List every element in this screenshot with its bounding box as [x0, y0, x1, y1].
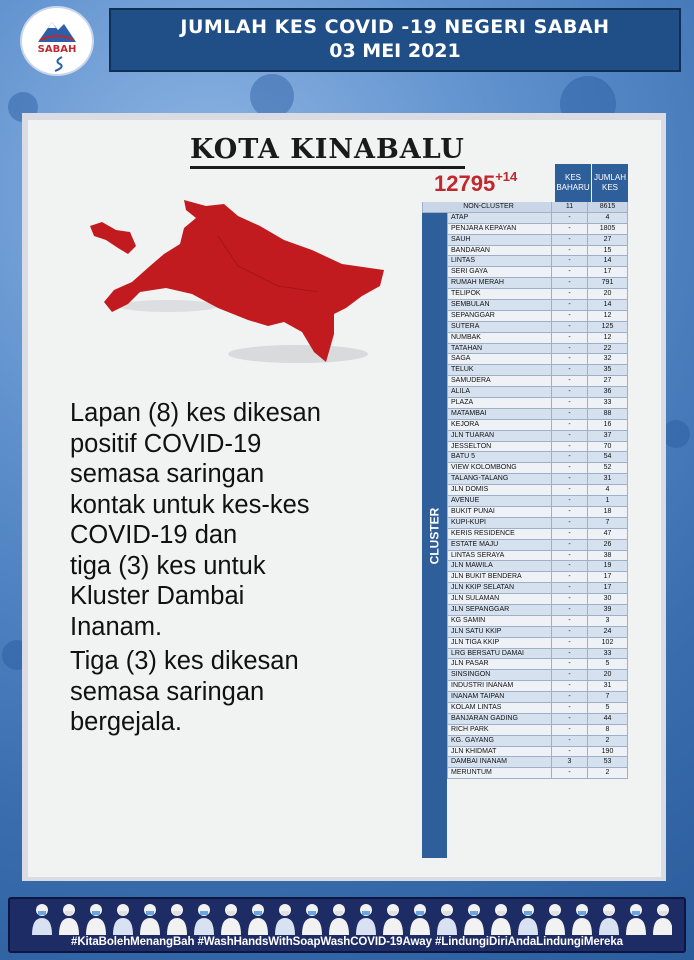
row-name: JLN SULAMAN [447, 594, 552, 605]
row-new: - [552, 583, 588, 594]
row-total: 38 [588, 551, 628, 562]
row-name: BANDARAN [447, 246, 552, 257]
row-total: 54 [588, 452, 628, 463]
row-new: - [552, 638, 588, 649]
cluster-row [422, 289, 628, 300]
description-line: Tiga (3) kes dikesan [70, 647, 299, 675]
cluster-row [422, 256, 628, 267]
cluster-row [422, 463, 628, 474]
header-title: JUMLAH KES COVID -19 NEGERI SABAH [180, 16, 610, 38]
cluster-row [422, 344, 628, 355]
row-name: DAMBAI INANAM [447, 757, 552, 768]
row-new: - [552, 474, 588, 485]
col-header-new-cases [555, 164, 591, 202]
cluster-row [422, 583, 628, 594]
person-icon [491, 904, 511, 935]
row-total: 8 [588, 725, 628, 736]
col-header-total-cases [592, 164, 628, 202]
row-new: - [552, 736, 588, 747]
row-total: 2 [588, 768, 628, 779]
description-line: semasa saringan [70, 677, 265, 706]
row-total: 5 [588, 703, 628, 714]
row-total: 22 [588, 344, 628, 355]
row-total: 31 [588, 474, 628, 485]
row-new: - [552, 572, 588, 583]
row-name: PLAZA [447, 398, 552, 409]
row-total: 27 [588, 376, 628, 387]
row-name: MATAMBAI [447, 409, 552, 420]
total-cases [434, 171, 517, 197]
row-new: - [552, 725, 588, 736]
cluster-row [422, 485, 628, 496]
row-new: - [552, 376, 588, 387]
row-name: JLN MAWILA [447, 561, 552, 572]
row-new: - [552, 344, 588, 355]
row-new: - [552, 485, 588, 496]
cluster-row [422, 322, 628, 333]
virus-decoration-icon [250, 74, 294, 118]
row-total: 2 [588, 736, 628, 747]
row-name: ESTATE MAJU [447, 540, 552, 551]
cluster-row [422, 354, 628, 365]
row-new: - [552, 747, 588, 758]
row-new: - [552, 387, 588, 398]
row-new: - [552, 420, 588, 431]
row-name: SUTERA [447, 322, 552, 333]
row-name: SEPANGGAR [447, 311, 552, 322]
total-new: +14 [495, 169, 518, 184]
row-new: - [552, 670, 588, 681]
row-total: 44 [588, 714, 628, 725]
cluster-row [422, 747, 628, 758]
row-name: KOLAM LINTAS [447, 703, 552, 714]
row-total: 7 [588, 692, 628, 703]
row-name: LINTAS [447, 256, 552, 267]
row-new: - [552, 703, 588, 714]
row-name: KUPI-KUPI [447, 518, 552, 529]
row-total: 39 [588, 605, 628, 616]
row-new: - [552, 333, 588, 344]
row-new: - [552, 594, 588, 605]
row-total: 1 [588, 496, 628, 507]
row-new: - [552, 431, 588, 442]
description-line: positif COVID-19 [70, 429, 262, 458]
row-new: - [552, 518, 588, 529]
person-icon [653, 904, 672, 935]
row-name: JLN TUARAN [447, 431, 552, 442]
row-name: INDUSTRI INANAM [447, 681, 552, 692]
row-total: 20 [588, 289, 628, 300]
cluster-row [422, 333, 628, 344]
cluster-row [422, 649, 628, 660]
row-total: 24 [588, 627, 628, 638]
row-name: KG. GAYANG [447, 736, 552, 747]
row-name: INANAM TAIPAN [447, 692, 552, 703]
cluster-row [422, 692, 628, 703]
col-header-new-line2: BAHARU [556, 183, 590, 192]
row-total: 125 [588, 322, 628, 333]
cluster-row [422, 681, 628, 692]
person-icon [194, 904, 214, 935]
row-total: 35 [588, 365, 628, 376]
row-total: 12 [588, 333, 628, 344]
person-icon [32, 904, 52, 935]
person-icon [356, 904, 376, 935]
row-total: 31 [588, 681, 628, 692]
row-name: KERIS RESIDENCE [447, 529, 552, 540]
row-name: LINTAS SERAYA [447, 551, 552, 562]
row-name: SAMUDERA [447, 376, 552, 387]
row-name: TALANG-TALANG [447, 474, 552, 485]
cluster-row [422, 561, 628, 572]
col-header-total-line1: JUMLAH [593, 173, 626, 182]
cluster-row [422, 278, 628, 289]
row-new: - [552, 659, 588, 670]
description-text [70, 398, 420, 738]
cluster-row [422, 757, 628, 768]
row-new: - [552, 605, 588, 616]
row-name: AVENUE [447, 496, 552, 507]
row-name: JLN KHIDMAT [447, 747, 552, 758]
person-icon [626, 904, 646, 935]
cluster-row [422, 638, 628, 649]
mountain-logo-icon [36, 18, 78, 44]
row-total: 8615 [588, 202, 628, 213]
row-new: - [552, 551, 588, 562]
row-total: 17 [588, 572, 628, 583]
row-new: - [552, 496, 588, 507]
row-new: - [552, 714, 588, 725]
description-line: Lapan (8) kes dikesan [70, 399, 321, 427]
sabah-logo [20, 6, 94, 76]
person-icon [167, 904, 187, 935]
row-name: KEJORA [447, 420, 552, 431]
row-total: 36 [588, 387, 628, 398]
cluster-row [422, 387, 628, 398]
row-total: 17 [588, 583, 628, 594]
col-header-total-line2: KES [601, 183, 618, 192]
row-total: 7 [588, 518, 628, 529]
row-new: - [552, 311, 588, 322]
row-name: JLN SATU KKIP [447, 627, 552, 638]
cluster-row [422, 267, 628, 278]
row-total: 15 [588, 246, 628, 257]
row-name: RUMAH MERAH [447, 278, 552, 289]
row-total: 18 [588, 507, 628, 518]
cluster-row [422, 311, 628, 322]
row-new: - [552, 398, 588, 409]
logo-text: SABAH [37, 44, 77, 55]
cluster-row [422, 605, 628, 616]
cluster-label: CLUSTER [427, 507, 442, 564]
row-total: 4 [588, 485, 628, 496]
virus-decoration-icon [662, 420, 690, 448]
people-icons [32, 901, 672, 935]
description-line: Inanam. [70, 612, 163, 641]
row-name: NON-CLUSTER [422, 202, 552, 213]
row-name: JLN DOMIS [447, 485, 552, 496]
row-name: MERUNTUM [447, 768, 552, 779]
row-new: - [552, 627, 588, 638]
header-banner [109, 8, 681, 72]
person-icon [437, 904, 457, 935]
footer-hashtags: #KitaBolehMenangBah #WashHandsWithSoapWashCOVID-19Away #LindungiDiriAndaLindungiMereka [71, 936, 623, 948]
row-total: 88 [588, 409, 628, 420]
description-line: kontak untuk kes-kes [70, 490, 310, 519]
header-date: 03 MEI 2021 [329, 40, 461, 62]
row-new: - [552, 322, 588, 333]
row-total: 30 [588, 594, 628, 605]
row-name: JESSELTON [447, 442, 552, 453]
row-new: - [552, 267, 588, 278]
row-name: JLN PASAR [447, 659, 552, 670]
row-total: 14 [588, 256, 628, 267]
cluster-row [422, 518, 628, 529]
row-name: PENJARA KEPAYAN [447, 224, 552, 235]
cluster-row [422, 627, 628, 638]
district-map [88, 196, 388, 366]
row-new: 11 [552, 202, 588, 213]
person-icon [383, 904, 403, 935]
cluster-table [422, 202, 628, 779]
row-new: - [552, 507, 588, 518]
row-name: RICH PARK [447, 725, 552, 736]
person-icon [275, 904, 295, 935]
row-total: 33 [588, 649, 628, 660]
row-name: TELIPOK [447, 289, 552, 300]
cluster-row [422, 768, 628, 779]
cluster-label-column [422, 213, 447, 858]
person-icon [410, 904, 430, 935]
person-icon [221, 904, 241, 935]
row-new: - [552, 616, 588, 627]
row-total: 5 [588, 659, 628, 670]
cluster-row [422, 725, 628, 736]
cluster-row [422, 431, 628, 442]
row-new: - [552, 768, 588, 779]
row-new: - [552, 300, 588, 311]
description-line: COVID-19 dan [70, 521, 238, 549]
person-icon [599, 904, 619, 935]
col-header-new-line1: KES [564, 173, 581, 182]
description-line: tiga (3) kes untuk [70, 551, 266, 580]
row-name: LRG BERSATU DAMAI [447, 649, 552, 660]
row-name: SAUH [447, 235, 552, 246]
cluster-row [422, 420, 628, 431]
non-cluster-row [422, 202, 628, 213]
row-name: ALILA [447, 387, 552, 398]
person-icon [113, 904, 133, 935]
row-new: - [552, 442, 588, 453]
row-total: 27 [588, 235, 628, 246]
person-icon [518, 904, 538, 935]
row-new: 3 [552, 757, 588, 768]
row-total: 17 [588, 267, 628, 278]
person-icon [329, 904, 349, 935]
description-line: semasa saringan [70, 460, 265, 488]
person-icon [59, 904, 79, 935]
row-new: - [552, 540, 588, 551]
person-icon [302, 904, 322, 935]
row-total: 53 [588, 757, 628, 768]
cluster-row [422, 235, 628, 246]
row-total: 37 [588, 431, 628, 442]
cluster-row [422, 551, 628, 562]
row-total: 26 [588, 540, 628, 551]
row-new: - [552, 246, 588, 257]
footer-banner [8, 897, 686, 953]
cluster-row [422, 452, 628, 463]
row-name: BUKIT PUNAI [447, 507, 552, 518]
cluster-row [422, 398, 628, 409]
row-name: SEMBULAN [447, 300, 552, 311]
row-new: - [552, 529, 588, 540]
row-name: JLN TIGA KKIP [447, 638, 552, 649]
person-icon [248, 904, 268, 935]
row-total: 190 [588, 747, 628, 758]
row-name: SAGA [447, 354, 552, 365]
row-new: - [552, 224, 588, 235]
cluster-row [422, 670, 628, 681]
row-name: JLN KKIP SELATAN [447, 583, 552, 594]
cluster-row [422, 246, 628, 257]
cluster-row [422, 224, 628, 235]
row-new: - [552, 681, 588, 692]
person-icon [572, 904, 592, 935]
row-name: SINSINGON [447, 670, 552, 681]
row-total: 33 [588, 398, 628, 409]
row-total: 19 [588, 561, 628, 572]
person-icon [86, 904, 106, 935]
row-name: JLN BUKIT BENDERA [447, 572, 552, 583]
row-total: 52 [588, 463, 628, 474]
row-new: - [552, 649, 588, 660]
row-name: JLN SEPANGGAR [447, 605, 552, 616]
row-name: ATAP [447, 213, 552, 224]
row-new: - [552, 692, 588, 703]
cluster-row [422, 474, 628, 485]
row-new: - [552, 289, 588, 300]
district-title: KOTA KINABALU [190, 134, 465, 169]
row-new: - [552, 354, 588, 365]
row-name: SERI GAYA [447, 267, 552, 278]
row-new: - [552, 409, 588, 420]
cluster-row [422, 507, 628, 518]
row-name: BATU 5 [447, 452, 552, 463]
row-total: 4 [588, 213, 628, 224]
cluster-row [422, 442, 628, 453]
cluster-row [422, 572, 628, 583]
row-total: 14 [588, 300, 628, 311]
person-icon [464, 904, 484, 935]
row-total: 47 [588, 529, 628, 540]
row-total: 70 [588, 442, 628, 453]
cluster-row [422, 365, 628, 376]
cluster-row [422, 714, 628, 725]
cluster-row [422, 659, 628, 670]
row-new: - [552, 278, 588, 289]
person-icon [545, 904, 565, 935]
row-new: - [552, 561, 588, 572]
row-name: KG SAMIN [447, 616, 552, 627]
row-total: 12 [588, 311, 628, 322]
total-value: 12795 [434, 171, 496, 196]
logo-swoosh-icon [52, 56, 66, 72]
cluster-row [422, 300, 628, 311]
person-icon [140, 904, 160, 935]
row-total: 1805 [588, 224, 628, 235]
row-total: 791 [588, 278, 628, 289]
row-total: 3 [588, 616, 628, 627]
cluster-row [422, 213, 628, 224]
description-line: bergejala. [70, 708, 182, 736]
cluster-row [422, 376, 628, 387]
row-new: - [552, 256, 588, 267]
cluster-row [422, 703, 628, 714]
cluster-row [422, 540, 628, 551]
row-new: - [552, 452, 588, 463]
row-name: VIEW KOLOMBONG [447, 463, 552, 474]
row-new: - [552, 365, 588, 376]
row-total: 102 [588, 638, 628, 649]
row-new: - [552, 463, 588, 474]
cluster-row [422, 409, 628, 420]
cluster-row [422, 616, 628, 627]
row-new: - [552, 213, 588, 224]
row-name: NUMBAK [447, 333, 552, 344]
cluster-row [422, 496, 628, 507]
row-total: 32 [588, 354, 628, 365]
row-total: 20 [588, 670, 628, 681]
description-line: Kluster Dambai [70, 582, 245, 610]
row-name: TELUK [447, 365, 552, 376]
row-new: - [552, 235, 588, 246]
row-total: 16 [588, 420, 628, 431]
cluster-row [422, 529, 628, 540]
row-name: BANJARAN GADING [447, 714, 552, 725]
cluster-row [422, 594, 628, 605]
row-name: TATAHAN [447, 344, 552, 355]
cluster-row [422, 736, 628, 747]
